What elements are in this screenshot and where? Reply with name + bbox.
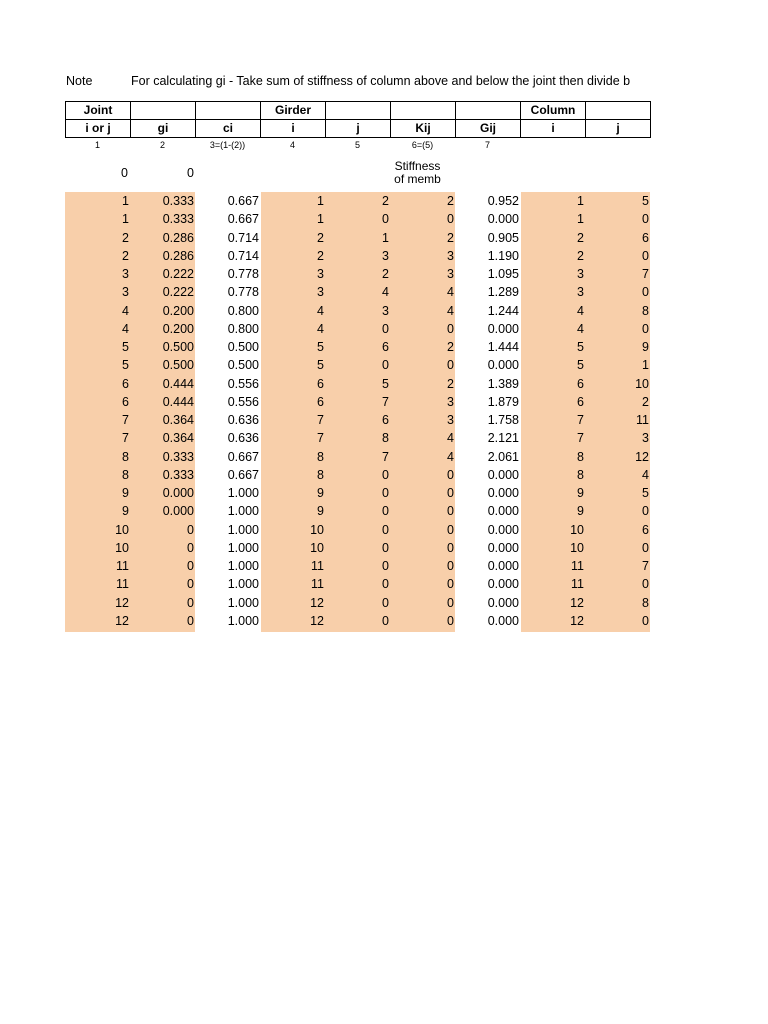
header-cell[interactable] <box>326 102 391 120</box>
top-value-cell[interactable]: 0 <box>187 166 194 180</box>
column-i-column <box>520 192 585 630</box>
table-cell[interactable]: 0.286 <box>162 230 194 245</box>
table-cell[interactable]: 9 <box>122 504 129 519</box>
table-cell[interactable]: 0.000 <box>487 522 519 537</box>
table-cell[interactable]: 11 <box>571 559 584 573</box>
table-cell[interactable]: 0 <box>187 577 194 592</box>
note-label: Note <box>66 74 93 88</box>
table-cell[interactable]: 0 <box>447 321 454 336</box>
header-cell[interactable] <box>131 102 196 120</box>
table-cell[interactable]: 4 <box>447 449 454 464</box>
table-cell[interactable]: 5 <box>317 340 324 354</box>
table-cell[interactable]: 0.286 <box>162 248 194 263</box>
table-cell[interactable]: 0 <box>382 540 389 555</box>
table-cell[interactable]: 0.500 <box>227 340 259 354</box>
table-cell[interactable]: 0.714 <box>227 248 259 263</box>
table-cell[interactable]: 0.000 <box>487 321 519 336</box>
table-cell[interactable]: 11 <box>636 413 649 427</box>
table-cell[interactable]: 0.000 <box>487 577 519 592</box>
table-cell[interactable]: 1.758 <box>487 413 519 427</box>
table-cell[interactable]: 9 <box>122 486 129 500</box>
table-cell[interactable]: 5 <box>317 358 324 373</box>
table-cell[interactable]: 0.667 <box>227 467 259 482</box>
table-cell[interactable]: 1.389 <box>487 376 519 391</box>
header-cell[interactable] <box>196 102 261 120</box>
table-cell[interactable]: 2 <box>447 340 454 354</box>
table-cell[interactable]: 0 <box>447 467 454 482</box>
kij-column <box>390 192 455 630</box>
header-cell[interactable]: i or j <box>66 120 131 138</box>
column-number: 3=(1-(2)) <box>209 140 246 150</box>
table-cell[interactable]: 1.289 <box>487 285 519 300</box>
table-cell[interactable]: 1.000 <box>227 540 259 555</box>
table-cell[interactable]: 0.222 <box>162 267 194 281</box>
table-cell[interactable]: 4 <box>122 321 129 336</box>
column-number: 2 <box>159 140 165 150</box>
table-cell[interactable]: 3 <box>122 285 129 300</box>
table-cell[interactable]: 3 <box>382 303 389 318</box>
table-cell[interactable]: 10 <box>310 522 324 537</box>
table-cell[interactable]: 0 <box>642 248 649 263</box>
table-cell[interactable]: 0 <box>447 540 454 555</box>
table-cell[interactable]: 12 <box>310 613 324 628</box>
table-cell[interactable]: 0 <box>382 321 389 336</box>
table-cell[interactable]: 3 <box>447 267 454 281</box>
note-row <box>66 74 666 92</box>
table-cell[interactable]: 1 <box>577 194 584 208</box>
table-cell[interactable]: 0 <box>187 613 194 628</box>
table-cell[interactable]: 0 <box>642 613 649 628</box>
table-cell[interactable]: 0 <box>447 613 454 628</box>
table-cell[interactable]: 8 <box>577 449 584 464</box>
table-cell[interactable]: 12 <box>115 595 129 610</box>
column-number: 7 <box>484 140 490 150</box>
table-cell[interactable]: 0.905 <box>487 230 519 245</box>
table-cell[interactable]: 11 <box>311 577 324 592</box>
table-cell[interactable]: 0.000 <box>487 559 519 573</box>
table-cell[interactable]: 7 <box>577 431 584 446</box>
table-cell[interactable]: 7 <box>122 431 129 446</box>
table-cell[interactable]: 2 <box>642 394 649 409</box>
table-cell[interactable]: 0 <box>447 504 454 519</box>
table-cell[interactable]: 6 <box>382 340 389 354</box>
table-cell[interactable]: 0.000 <box>487 467 519 482</box>
table-cell[interactable]: 2.121 <box>487 431 519 446</box>
table-cell[interactable]: 4 <box>447 285 454 300</box>
table-cell[interactable]: 3 <box>577 285 584 300</box>
table-cell[interactable]: 0.000 <box>487 504 519 519</box>
table-cell[interactable]: 12 <box>310 595 324 610</box>
table-cell[interactable]: 0 <box>642 504 649 519</box>
table-cell[interactable]: 0.636 <box>227 431 259 446</box>
table-cell[interactable]: 11 <box>116 577 129 592</box>
table-cell[interactable]: 0.444 <box>162 394 194 409</box>
table-cell[interactable]: 0.000 <box>487 595 519 610</box>
table-cell[interactable]: 0.500 <box>162 340 194 354</box>
table-cell[interactable]: 11 <box>311 559 324 573</box>
table-cell[interactable]: 6 <box>577 376 584 391</box>
table-cell[interactable]: 0 <box>447 486 454 500</box>
table-cell[interactable]: 0.222 <box>162 285 194 300</box>
header-cell[interactable]: Girder <box>261 102 326 120</box>
table-cell[interactable]: 0.667 <box>227 449 259 464</box>
table-cell[interactable]: 8 <box>577 467 584 482</box>
table-cell[interactable]: 1.879 <box>487 394 519 409</box>
table-cell[interactable]: 0.000 <box>487 540 519 555</box>
table-cell[interactable]: 0 <box>447 559 454 573</box>
table-cell[interactable]: 2 <box>382 267 389 281</box>
table-cell[interactable]: 0 <box>382 504 389 519</box>
table-cell[interactable]: 0 <box>382 522 389 537</box>
table-cell[interactable]: 4 <box>577 321 584 336</box>
header-cell[interactable]: j <box>326 120 391 138</box>
table-cell[interactable]: 12 <box>115 613 129 628</box>
table-cell[interactable]: 5 <box>577 340 584 354</box>
table-cell[interactable]: 10 <box>115 540 129 555</box>
stiffness-label <box>380 160 455 186</box>
table-cell[interactable]: 11 <box>571 577 584 592</box>
table-cell[interactable]: 1 <box>122 194 129 208</box>
table-cell[interactable]: 7 <box>317 413 324 427</box>
table-cell[interactable]: 0 <box>382 486 389 500</box>
table-cell[interactable]: 0.714 <box>227 230 259 245</box>
column-number: 5 <box>354 140 360 150</box>
table-cell[interactable]: 6 <box>642 522 649 537</box>
girder-i-column <box>260 192 325 630</box>
table-cell[interactable]: 0.556 <box>227 376 259 391</box>
header-cell[interactable]: i <box>261 120 326 138</box>
table-cell[interactable]: 0.364 <box>162 413 194 427</box>
header-cell[interactable]: Column <box>521 102 586 120</box>
table-cell[interactable]: 9 <box>317 504 324 519</box>
table-cell[interactable]: 0.952 <box>487 194 519 208</box>
table-cell[interactable]: 0.778 <box>227 285 259 300</box>
column-number: 1 <box>94 140 100 150</box>
gij-column <box>455 192 520 630</box>
table-cell[interactable]: 3 <box>382 248 389 263</box>
ci-column <box>195 192 260 630</box>
table-cell[interactable]: 6 <box>317 376 324 391</box>
table-cell[interactable]: 0.636 <box>227 413 259 427</box>
gi-column <box>130 192 195 630</box>
header-cell[interactable] <box>456 102 521 120</box>
table-cell[interactable]: 3 <box>577 267 584 281</box>
table-cell[interactable]: 0.200 <box>162 321 194 336</box>
table-cell[interactable]: 0 <box>642 212 649 227</box>
table-cell[interactable]: 3 <box>447 413 454 427</box>
table-cell[interactable]: 2 <box>577 230 584 245</box>
header-row-2 <box>66 120 651 138</box>
table-cell[interactable]: 4 <box>382 285 389 300</box>
table-cell[interactable]: 5 <box>642 194 649 208</box>
table-cell[interactable]: 12 <box>570 613 584 628</box>
table-cell[interactable]: 0.556 <box>227 394 259 409</box>
table-cell[interactable]: 0 <box>642 540 649 555</box>
table-cell[interactable]: 6 <box>122 376 129 391</box>
table-cell[interactable]: 0.000 <box>162 504 194 519</box>
table-cell[interactable]: 3 <box>317 285 324 300</box>
table-cell[interactable]: 1.444 <box>487 340 519 354</box>
table-cell[interactable]: 1.095 <box>487 267 519 281</box>
table-cell[interactable]: 0 <box>642 321 649 336</box>
table-cell[interactable]: 4 <box>447 303 454 318</box>
table-cell[interactable]: 0.500 <box>227 358 259 373</box>
table-cell[interactable]: 1.000 <box>227 595 259 610</box>
header-cell[interactable] <box>586 102 651 120</box>
table-cell[interactable]: 2.061 <box>487 449 519 464</box>
table-cell[interactable]: 8 <box>317 449 324 464</box>
table-cell[interactable]: 0 <box>447 577 454 592</box>
table-cell[interactable]: 0 <box>382 577 389 592</box>
table-cell[interactable]: 2 <box>447 376 454 391</box>
table-cell[interactable]: 1 <box>577 212 584 227</box>
table-cell[interactable]: 2 <box>317 248 324 263</box>
header-cell[interactable] <box>391 102 456 120</box>
table-cell[interactable]: 0.667 <box>227 212 259 227</box>
table-cell[interactable]: 0 <box>187 595 194 610</box>
table-cell[interactable]: 1.000 <box>227 486 259 500</box>
column-number: 6=(5) <box>411 140 434 150</box>
table-cell[interactable]: 0.000 <box>487 358 519 373</box>
header-cell[interactable]: gi <box>131 120 196 138</box>
table-cell[interactable]: 5 <box>382 376 389 391</box>
table-cell[interactable]: 6 <box>577 394 584 409</box>
table-cell[interactable]: 3 <box>317 267 324 281</box>
table-cell[interactable]: 0 <box>382 613 389 628</box>
table-cell[interactable]: 0 <box>447 212 454 227</box>
table-cell[interactable]: 3 <box>447 394 454 409</box>
table-cell[interactable]: 7 <box>382 449 389 464</box>
table-cell[interactable]: 0 <box>382 212 389 227</box>
table-cell[interactable]: 0 <box>382 358 389 373</box>
header-cell[interactable]: Kij <box>391 120 456 138</box>
table-cell[interactable]: 8 <box>642 303 649 318</box>
table-cell[interactable]: 5 <box>122 340 129 354</box>
header-table <box>65 101 651 138</box>
table-cell[interactable]: 12 <box>570 595 584 610</box>
table-cell[interactable]: 1 <box>382 230 389 245</box>
table-cell[interactable]: 5 <box>642 486 649 500</box>
table-cell[interactable]: 0.000 <box>162 486 194 500</box>
table-cell[interactable]: 4 <box>642 467 649 482</box>
table-cell[interactable]: 3 <box>122 267 129 281</box>
table-cell[interactable]: 0.444 <box>162 376 194 391</box>
table-cell[interactable]: 1 <box>317 194 324 208</box>
table-cell[interactable]: 0.800 <box>227 321 259 336</box>
header-cell[interactable]: Gij <box>456 120 521 138</box>
table-cell[interactable]: 12 <box>635 449 649 464</box>
table-cell[interactable]: 6 <box>382 413 389 427</box>
stiffness-label-line: Stiffness <box>394 159 441 173</box>
table-cell[interactable]: 0.333 <box>162 449 194 464</box>
table-cell[interactable]: 0 <box>447 595 454 610</box>
table-cell[interactable]: 7 <box>642 267 649 281</box>
table-cell[interactable]: 1.244 <box>487 303 519 318</box>
table-cell[interactable]: 0 <box>382 559 389 573</box>
table-cell[interactable]: 6 <box>317 394 324 409</box>
table-cell[interactable]: 8 <box>122 449 129 464</box>
header-row-1 <box>66 102 651 120</box>
table-cell[interactable]: 0.333 <box>162 212 194 227</box>
table-cell[interactable]: 10 <box>635 376 649 391</box>
header-cell[interactable]: Joint <box>66 102 131 120</box>
table-cell[interactable]: 2 <box>317 230 324 245</box>
table-cell[interactable]: 0.200 <box>162 303 194 318</box>
table-cell[interactable]: 2 <box>447 194 454 208</box>
table-cell[interactable]: 0 <box>382 467 389 482</box>
table-cell[interactable]: 9 <box>642 340 649 354</box>
girder-j-column <box>325 192 390 630</box>
table-cell[interactable]: 8 <box>122 467 129 482</box>
table-cell[interactable]: 7 <box>317 431 324 446</box>
table-cell[interactable]: 5 <box>577 358 584 373</box>
column-number: 4 <box>289 140 295 150</box>
table-cell[interactable]: 0.364 <box>162 431 194 446</box>
table-cell[interactable]: 0 <box>447 522 454 537</box>
table-cell[interactable]: 0.000 <box>487 613 519 628</box>
table-cell[interactable]: 1.000 <box>227 613 259 628</box>
table-cell[interactable]: 7 <box>382 394 389 409</box>
table-cell[interactable]: 0 <box>447 358 454 373</box>
table-cell[interactable]: 3 <box>447 248 454 263</box>
table-cell[interactable]: 6 <box>642 230 649 245</box>
table-cell[interactable]: 1 <box>642 358 649 373</box>
table-cell[interactable]: 7 <box>577 413 584 427</box>
table-cell[interactable]: 0 <box>382 595 389 610</box>
table-cell[interactable]: 1 <box>317 212 324 227</box>
table-cell[interactable]: 4 <box>317 321 324 336</box>
table-cell[interactable]: 1.000 <box>227 522 259 537</box>
table-cell[interactable]: 2 <box>447 230 454 245</box>
table-cell[interactable]: 1.000 <box>227 504 259 519</box>
table-cell[interactable]: 2 <box>122 230 129 245</box>
table-cell[interactable]: 8 <box>317 467 324 482</box>
table-cell[interactable]: 1.000 <box>227 577 259 592</box>
header-cell[interactable]: j <box>586 120 651 138</box>
table-cell[interactable]: 0 <box>642 577 649 592</box>
table-cell[interactable]: 5 <box>122 358 129 373</box>
table-cell[interactable]: 2 <box>122 248 129 263</box>
table-cell[interactable]: 10 <box>115 522 129 537</box>
table-cell[interactable]: 11 <box>116 559 129 573</box>
table-cell[interactable]: 10 <box>310 540 324 555</box>
table-cell[interactable]: 4 <box>577 303 584 318</box>
table-cell[interactable]: 4 <box>317 303 324 318</box>
table-cell[interactable]: 9 <box>317 486 324 500</box>
top-value-cell[interactable]: 0 <box>121 166 128 180</box>
table-cell[interactable]: 0.000 <box>487 212 519 227</box>
table-cell[interactable]: 4 <box>122 303 129 318</box>
table-cell[interactable]: 1.190 <box>487 248 519 263</box>
table-cell[interactable]: 0.500 <box>162 358 194 373</box>
table-cell[interactable]: 0.800 <box>227 303 259 318</box>
table-cell[interactable]: 0 <box>187 540 194 555</box>
column-j-column <box>585 192 650 630</box>
table-cell[interactable]: 10 <box>570 540 584 555</box>
table-cell[interactable]: 0.333 <box>162 467 194 482</box>
table-cell[interactable]: 0 <box>642 285 649 300</box>
table-cell[interactable]: 0.667 <box>227 194 259 208</box>
table-cell[interactable]: 0.778 <box>227 267 259 281</box>
table-cell[interactable]: 0.000 <box>487 486 519 500</box>
table-cell[interactable]: 7 <box>642 559 649 573</box>
table-cell[interactable]: 3 <box>642 431 649 446</box>
table-cell[interactable]: 0 <box>187 522 194 537</box>
table-cell[interactable]: 2 <box>382 194 389 208</box>
table-cell[interactable]: 10 <box>570 522 584 537</box>
table-cell[interactable]: 9 <box>577 486 584 500</box>
table-cell[interactable]: 7 <box>122 413 129 427</box>
table-cell[interactable]: 0.333 <box>162 194 194 208</box>
table-cell[interactable]: 8 <box>642 595 649 610</box>
note-text: For calculating gi - Take sum of stiffness of column above and below the joint then divide b <box>131 74 631 88</box>
table-cell[interactable]: 4 <box>447 431 454 446</box>
table-cell[interactable]: 0 <box>187 559 194 573</box>
table-cell[interactable]: 8 <box>382 431 389 446</box>
table-cell[interactable]: 2 <box>577 248 584 263</box>
joint-column <box>65 192 130 630</box>
table-cell[interactable]: 6 <box>122 394 129 409</box>
table-cell[interactable]: 1.000 <box>227 559 259 573</box>
header-cell[interactable]: i <box>521 120 586 138</box>
table-cell[interactable]: 9 <box>577 504 584 519</box>
header-cell[interactable]: ci <box>196 120 261 138</box>
stiffness-label-line: of memb <box>394 172 441 186</box>
table-cell[interactable]: 1 <box>122 212 129 227</box>
